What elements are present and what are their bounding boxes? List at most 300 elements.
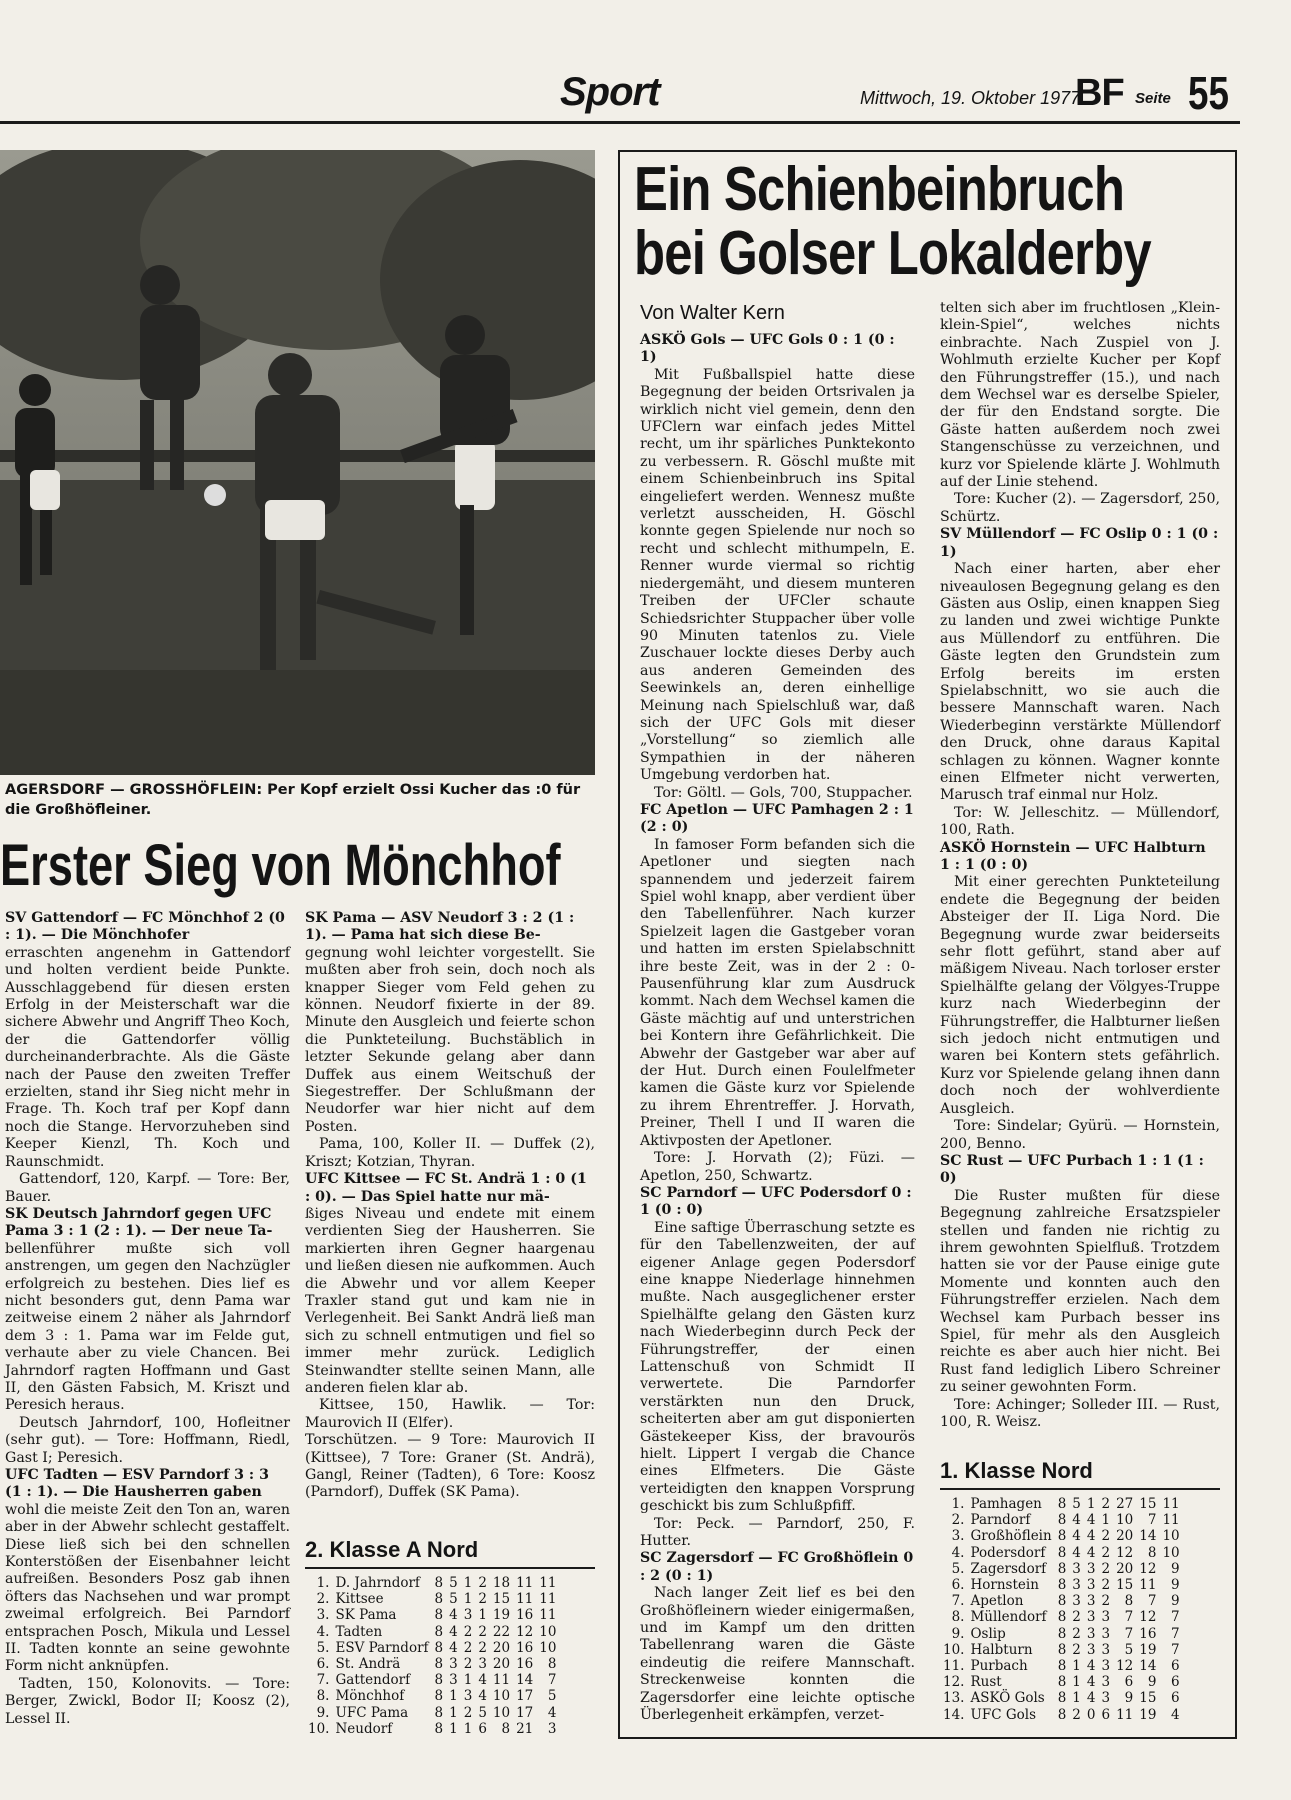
- table-row: [940, 1690, 1183, 1706]
- cell-sp: 8: [434, 1688, 444, 1705]
- cell-pts: 4: [1171, 1706, 1180, 1723]
- header-rule: [0, 121, 1240, 124]
- cell-w: 3: [1072, 1560, 1081, 1577]
- cell-sp: 8: [434, 1720, 444, 1737]
- table-row: [940, 1545, 1183, 1561]
- cell-gf: 10: [1116, 1512, 1134, 1529]
- cell-pts: 9: [1171, 1577, 1180, 1594]
- cell-rank: 8.: [951, 1609, 965, 1626]
- cell-w: 1: [449, 1704, 458, 1721]
- cell-l: 3: [1101, 1690, 1111, 1707]
- table-row: [305, 1672, 559, 1688]
- cell-team: Apetlon: [970, 1593, 1024, 1610]
- cell-gf: 18: [492, 1575, 511, 1591]
- cell-w: 1: [1072, 1690, 1081, 1707]
- table-row: [940, 1642, 1183, 1658]
- cell-gf: 15: [1116, 1577, 1134, 1594]
- main-article-column-2: [940, 300, 1220, 1431]
- cell-sp: 8: [1057, 1641, 1067, 1658]
- paragraph: Tore: Kucher (2). — Zagersdorf, 250, Schürtz.: [940, 491, 1220, 525]
- cell-team: Mönchhof: [335, 1688, 405, 1705]
- table-row: [305, 1656, 559, 1672]
- cell-ga: 14: [1139, 1528, 1157, 1545]
- cell-w: 5: [449, 1591, 458, 1608]
- cell-team: Neudorf: [335, 1720, 393, 1737]
- cell-pts: 5: [547, 1688, 557, 1705]
- cell-l: 5: [478, 1704, 487, 1721]
- cell-gf: 20: [492, 1656, 511, 1673]
- cell-ga: 17: [516, 1704, 534, 1721]
- cell-d: 3: [1086, 1560, 1096, 1577]
- table-row: [305, 1624, 559, 1640]
- cell-sp: 8: [1057, 1625, 1067, 1642]
- table-row: [940, 1609, 1183, 1625]
- cell-ga: 7: [1147, 1593, 1157, 1610]
- cell-ga: 16: [516, 1607, 534, 1624]
- cell-ga: 14: [516, 1672, 534, 1689]
- cell-gf: 19: [492, 1607, 511, 1624]
- cell-ga: 15: [1139, 1496, 1157, 1512]
- cell-rank: 4.: [316, 1623, 330, 1640]
- main-article-column-1: [640, 332, 915, 1725]
- cell-team: Gattendorf: [335, 1672, 411, 1689]
- cell-d: 3: [463, 1607, 473, 1624]
- cell-sp: 8: [1057, 1496, 1067, 1512]
- cell-team: ESV Parndorf: [335, 1639, 429, 1656]
- cell-sp: 8: [434, 1575, 444, 1591]
- cell-w: 4: [449, 1623, 458, 1640]
- cell-sp: 8: [1057, 1609, 1067, 1626]
- cell-ga: 11: [516, 1575, 534, 1591]
- cell-rank: 1.: [316, 1575, 330, 1591]
- paragraph: Die Ruster mußten für diese Begegnung zahlreiche Ersatzspieler stellen und fanden nie richtig zu ihrem gewohnten Spielfluß. Trotzdem hatten sie vor der Pause einige gute Momente und konnten auch den Führungstreffer erzielen. Nach dem Wechsel kam Purbach besser ins Spiel, für mehr als den Ausgleich reichte es aber auch hier nicht. Bei Rust fand lediglich Libero Schreiner zu seiner gewohnten Form.: [940, 1187, 1220, 1396]
- cell-w: 3: [449, 1656, 458, 1673]
- cell-gf: 27: [1116, 1496, 1134, 1512]
- cell-w: 5: [449, 1575, 458, 1591]
- byline: Von Walter Kern: [640, 302, 785, 324]
- paper-logo: BF: [1075, 72, 1124, 114]
- cell-d: 3: [1086, 1609, 1096, 1626]
- cell-rank: 8.: [316, 1688, 330, 1705]
- cell-l: 2: [478, 1591, 487, 1608]
- cell-pts: 9: [1171, 1593, 1180, 1610]
- paragraph: Eine saftige Überraschung setzte es für den Tabellenzweiten, der auf eigener Anlage gegen Podersdorf eine knappe Niederlage hinnehmen mußte. Nach ausgeglichener erster Spielhälfte gelang den Gästen kurz nach Wiederbeginn durch Peck der Führungstreffer, der einen Lattenschuß von Schmidt II verwertete. Die Parndorfer verstärkten nun den Druck, scheiterten aber am gut disponierten Gästekeeper Kiss, der bravourös hielt. Lippert I vergab die Chance eines Elfmeters. Die Gäste verteidigten den knappen Vorsprung geschickt bis zum Schlußpfiff.: [640, 1219, 915, 1515]
- cell-team: SK Pama: [335, 1607, 397, 1624]
- section-title: Sport: [560, 70, 660, 114]
- cell-d: 3: [1086, 1593, 1096, 1610]
- cell-gf: 7: [1124, 1609, 1134, 1626]
- cell-gf: 5: [1124, 1641, 1134, 1658]
- cell-pts: 7: [547, 1672, 557, 1689]
- cell-sp: 8: [434, 1607, 444, 1624]
- cell-sp: 8: [434, 1656, 444, 1673]
- cell-d: 2: [463, 1623, 473, 1640]
- paragraph: gegnung wohl leichter vorgestellt. Sie mußten aber froh sein, doch noch als knapper Sieger vom Feld gehen zu können. Neudorf fixierte in der 89. Minute den Ausgleich und feierte schon die Punkteteilung. Buchstäblich in letzter Sekunde gelang aber dann Duffek aus einem Weitschuß der Siegestreffer. Der Schlußmann der Neudorfer war hier nicht auf dem Posten.: [305, 944, 595, 1135]
- cell-l: 2: [1101, 1577, 1111, 1594]
- cell-team: St. Andrä: [335, 1656, 401, 1673]
- cell-ga: 19: [1139, 1641, 1157, 1658]
- cell-team: Parndorf: [970, 1512, 1031, 1529]
- cell-l: 2: [1101, 1544, 1111, 1561]
- cell-sp: 8: [434, 1704, 444, 1721]
- cell-w: 2: [1072, 1625, 1081, 1642]
- table-rule: [305, 1567, 595, 1569]
- cell-pts: 11: [1162, 1512, 1180, 1529]
- issue-date: Mittwoch, 19. Oktober 1977: [860, 88, 1081, 108]
- cell-team: Zagersdorf: [970, 1560, 1047, 1577]
- cell-gf: 8: [1124, 1593, 1134, 1610]
- table-2-klasse-a-nord: [305, 1537, 595, 1737]
- cell-pts: 8: [547, 1656, 557, 1673]
- cell-team: Kittsee: [335, 1591, 384, 1608]
- cell-gf: 6: [1124, 1674, 1134, 1691]
- cell-pts: 10: [539, 1639, 557, 1656]
- table-row: [940, 1707, 1183, 1723]
- cell-pts: 10: [1162, 1528, 1180, 1545]
- cell-w: 1: [1072, 1658, 1081, 1675]
- cell-gf: 7: [1124, 1625, 1134, 1642]
- match-heading: SV Müllendorf — FC Oslip 0 : 1 (0 : 1): [940, 526, 1219, 560]
- cell-sp: 8: [1057, 1544, 1067, 1561]
- table-row: [305, 1591, 559, 1607]
- table-title: 2. Klasse A Nord: [305, 1537, 479, 1562]
- cell-rank: 7.: [316, 1672, 330, 1689]
- main-article-headline: [634, 155, 1151, 288]
- cell-gf: 11: [492, 1672, 511, 1689]
- table-row: [940, 1561, 1183, 1577]
- cell-team: Halbturn: [970, 1641, 1033, 1658]
- cell-d: 1: [463, 1672, 473, 1689]
- cell-d: 1: [463, 1720, 473, 1737]
- cell-gf: 10: [492, 1688, 511, 1705]
- cell-l: 3: [478, 1656, 487, 1673]
- match-heading: UFC Kittsee — FC St. Andrä 1 : 0 (1 : 0). — Das Spiel hatte nur mä-: [305, 1171, 587, 1205]
- photo-caption: AGERSDORF — GROSSHÖFLEIN: Per Kopf erzielt Ossi Kucher das :0 für die Großhöfleiner.: [5, 782, 581, 818]
- cell-ga: 7: [1147, 1512, 1157, 1529]
- cell-pts: 6: [1171, 1658, 1180, 1675]
- table-row: [305, 1705, 559, 1721]
- table-row: [940, 1626, 1183, 1642]
- cell-w: 5: [1072, 1496, 1081, 1512]
- paragraph: Nach langer Zeit lief es bei den Großhöfleinern wieder einigermaßen, und im Kampf um den dritten Tabellenrang waren die Gäste eindeutig die reifere Mannschaft. Streckenweise konnten die Zagersdorfer eine leichte optische Überlegenheit erkämpfen, verzet-: [640, 1585, 915, 1724]
- paragraph: Tor: W. Jelleschitz. — Müllendorf, 100, Rath.: [940, 804, 1220, 839]
- cell-l: 2: [478, 1575, 487, 1591]
- cell-d: 3: [463, 1688, 473, 1705]
- cell-ga: 16: [516, 1656, 534, 1673]
- table-row: [305, 1607, 559, 1623]
- cell-w: 3: [449, 1672, 458, 1689]
- cell-rank: 5.: [316, 1639, 330, 1656]
- cell-ga: 12: [516, 1623, 534, 1640]
- cell-l: 6: [478, 1720, 487, 1737]
- match-heading: FC Apetlon — UFC Pamhagen 2 : 1 (2 : 0): [640, 801, 914, 836]
- match-photo: [0, 150, 595, 775]
- cell-sp: 8: [434, 1672, 444, 1689]
- cell-sp: 8: [1057, 1690, 1067, 1707]
- headline-line-2: bei Golser Lokalderby: [634, 219, 1151, 288]
- cell-rank: 2.: [316, 1591, 330, 1608]
- cell-sp: 8: [1057, 1674, 1067, 1691]
- cell-ga: 12: [1139, 1609, 1157, 1626]
- cell-rank: 3.: [316, 1607, 330, 1624]
- cell-ga: 17: [516, 1688, 534, 1705]
- table-row: [940, 1512, 1183, 1528]
- cell-w: 2: [1072, 1706, 1081, 1723]
- cell-pts: 6: [1171, 1674, 1180, 1691]
- cell-l: 3: [1101, 1625, 1111, 1642]
- cell-d: 4: [1086, 1690, 1096, 1707]
- paragraph: Pama, 100, Koller II. — Duffek (2), Kriszt; Kotzian, Thyran.: [305, 1136, 595, 1170]
- match-heading: SV Gattendorf — FC Mönchhof 2 (0 : 1). — Die Mönchhofer: [5, 910, 285, 944]
- cell-rank: 11.: [943, 1658, 965, 1675]
- table-row: [940, 1674, 1183, 1690]
- cell-d: 3: [1086, 1641, 1096, 1658]
- cell-l: 2: [1101, 1496, 1111, 1512]
- cell-pts: 7: [1171, 1641, 1180, 1658]
- paragraph: Tore: Achinger; Solleder III. — Rust, 100, R. Weisz.: [940, 1396, 1220, 1430]
- paragraph: ßiges Niveau und endete mit einem verdienten Sieg der Hausherren. Sie markierten ihren Gegner haargenau und ließen diesen nie aufkommen. Auch die Abwehr und vor allem Keeper Traxler stand gut und kam nie in Verlegenheit. Bei Sankt Andrä ließ man sich zu schnell entmutigen und fiel so immer mehr zurück. Lediglich Steinwandter stellte seinen Mann, alle anderen fielen klar ab.: [305, 1205, 595, 1396]
- cell-pts: 3: [547, 1720, 557, 1737]
- cell-team: Müllendorf: [970, 1609, 1047, 1626]
- cell-d: 3: [1086, 1625, 1096, 1642]
- cell-l: 6: [1101, 1706, 1111, 1723]
- cell-gf: 12: [1116, 1658, 1134, 1675]
- cell-w: 2: [1072, 1609, 1081, 1626]
- cell-l: 3: [1101, 1609, 1111, 1626]
- cell-rank: 10.: [308, 1720, 330, 1737]
- cell-l: 2: [1101, 1528, 1111, 1545]
- cell-ga: 9: [1147, 1674, 1157, 1691]
- cell-sp: 8: [1057, 1706, 1067, 1723]
- cell-w: 1: [449, 1720, 458, 1737]
- paragraph: Mit einer gerechten Punkteteilung endete die Begegnung der beiden Absteiger der II. Liga Nord. Die Begegnung wurde zwar beiderseits sehr flott geführt, stand aber auf mäßigem Niveau. Nach torloser erster Spielhälfte gelang der Völgyes-Truppe kurz nach Wiederbeginn der Führungstreffer, die Halbturner ließen sich jedoch nicht entmutigen und waren bei Kontern stets gefährlich. Kurz vor Spielende gelang ihnen dann doch noch der wohlverdiente Ausgleich.: [940, 874, 1220, 1117]
- cell-team: Hornstein: [970, 1577, 1039, 1594]
- cell-d: 1: [1086, 1496, 1096, 1512]
- cell-ga: 14: [1139, 1658, 1157, 1675]
- cell-gf: 20: [492, 1639, 511, 1656]
- standings-table: [305, 1575, 559, 1737]
- cell-d: 4: [1086, 1544, 1096, 1561]
- cell-sp: 8: [1057, 1528, 1067, 1545]
- match-heading: SC Rust — UFC Purbach 1 : 1 (1 : 0): [940, 1152, 1204, 1187]
- cell-rank: 5.: [951, 1560, 965, 1577]
- table-1-klasse-nord: [940, 1458, 1220, 1723]
- cell-team: Podersdorf: [970, 1544, 1046, 1561]
- cell-team: Rust: [970, 1674, 1002, 1691]
- cell-rank: 6.: [951, 1577, 965, 1594]
- paragraph: Mit Fußballspiel hatte diese Begegnung der beiden Ortsrivalen ja wirklich nicht viel gemein, denn den UFClern war einfach jedes Mittel recht, um ihr spärliches Punktekonto zu verbessern. R. Göschl mußte mit einem Schienbeinbruch ins Spital eingeliefert werden. Wennesz mußte verletzt ausscheiden, H. Göschl konnte gegen Spielende nur noch so recht und schlecht mithumpeln, E. Renner wurde viermal so richtig niedergemäht, und diesem munteren Treiben der UFCler schaute Schiedsrichter Stuppacher über volle 90 Minuten tatenlos zu. Viele Zuschauer lockte dieses Derby auch aus anderen Gemeinden des Seewinkels an, deren einhellige Meinung nach Spielschluß war, daß sich der UFC Gols mit dieser „Vorstellung“ so ziemlich alle Sympathien in der näheren Umgebung verdorben hat.: [640, 366, 915, 784]
- cell-gf: 20: [1116, 1528, 1134, 1545]
- cell-pts: 11: [1162, 1496, 1180, 1512]
- cell-team: Großhöflein: [970, 1528, 1052, 1545]
- cell-w: 4: [449, 1639, 458, 1656]
- table-row: [305, 1640, 559, 1656]
- paragraph: Gattendorf, 120, Karpf. — Tore: Ber, Bauer.: [5, 1171, 290, 1205]
- match-heading: SC Zagersdorf — FC Großhöflein 0 : 2 (0 : 1): [640, 1550, 914, 1584]
- cell-gf: 11: [1116, 1706, 1134, 1723]
- headline-line-1: Ein Schienbeinbruch: [634, 155, 1125, 224]
- cell-rank: 14.: [943, 1706, 965, 1723]
- cell-sp: 8: [434, 1623, 444, 1640]
- paragraph: bellenführer mußte sich voll anstrengen, um gegen den Nachzügler erfolgreich zu bestehen. Dies lief es nicht besonders gut, denn Pama war zeitweise einem 2 näher als Jahrndorf dem 3 : 1. Pama war im Felde gut, verhaute aber zu viele Chancen. Bei Jahrndorf ragten Hoffmann und Gast II, den Gästen Fabsich, M. Kriszt und Peresich heraus.: [5, 1240, 290, 1414]
- cell-w: 4: [1072, 1528, 1081, 1545]
- cell-w: 2: [1072, 1641, 1081, 1658]
- cell-d: 2: [463, 1656, 473, 1673]
- cell-gf: 8: [501, 1720, 511, 1737]
- cell-gf: 10: [492, 1704, 511, 1721]
- cell-d: 2: [463, 1639, 473, 1656]
- cell-d: 4: [1086, 1674, 1096, 1691]
- cell-pts: 4: [547, 1704, 557, 1721]
- cell-team: Pamhagen: [970, 1496, 1042, 1512]
- cell-ga: 11: [1139, 1577, 1157, 1594]
- cell-pts: 10: [1162, 1544, 1180, 1561]
- cell-ga: 11: [516, 1591, 534, 1608]
- cell-rank: 7.: [951, 1593, 965, 1610]
- cell-d: 2: [463, 1704, 473, 1721]
- standings-table: [940, 1496, 1183, 1723]
- cell-sp: 8: [434, 1591, 444, 1608]
- cell-team: ASKÖ Gols: [970, 1690, 1045, 1707]
- cell-team: Purbach: [970, 1658, 1028, 1675]
- cell-l: 1: [1101, 1512, 1111, 1529]
- cell-d: 1: [463, 1591, 473, 1608]
- cell-rank: 2.: [951, 1512, 965, 1529]
- cell-l: 2: [1101, 1560, 1111, 1577]
- match-heading: SK Pama — ASV Neudorf 3 : 2 (1 : 1). — Pama hat sich diese Be-: [305, 910, 575, 944]
- cell-sp: 8: [1057, 1593, 1067, 1610]
- page-label: Seite: [1135, 90, 1171, 107]
- table-row: [940, 1593, 1183, 1609]
- cell-w: 3: [1072, 1593, 1081, 1610]
- cell-l: 4: [478, 1672, 487, 1689]
- cell-ga: 12: [1139, 1560, 1157, 1577]
- paragraph: telten sich aber im fruchtlosen „Klein-klein-Spiel“, welches nichts einbrachte. Nach Zuspiel von J. Wohlmuth erzielte Kucher per Kopf den Führungstreffer (15.), und nach dem Wechsel war es derselbe Spieler, der für den Endstand sorgte. Die Gäste hatten außerdem noch zwei Stangenschüsse zu verzeichnen, und kurz vor Spielende klärte J. Wohlmuth auf der Linie stehend.: [940, 300, 1220, 491]
- paragraph: Torschützen. — 9 Tore: Maurovich II (Kittsee), 7 Tore: Graner (St. Andrä), Gangl, Reiner (Tadten), 6 Tore: Koosz (Parndorf), Duffek (SK Pama).: [305, 1432, 595, 1501]
- table-title: 1. Klasse Nord: [940, 1458, 1093, 1483]
- cell-w: 4: [449, 1607, 458, 1624]
- page-number: 55: [1188, 67, 1229, 119]
- cell-pts: 10: [539, 1623, 557, 1640]
- cell-ga: 16: [1139, 1625, 1157, 1642]
- cell-d: 0: [1086, 1706, 1096, 1723]
- cell-l: 3: [1101, 1674, 1111, 1691]
- cell-sp: 8: [1057, 1560, 1067, 1577]
- cell-pts: 7: [1171, 1609, 1180, 1626]
- cell-gf: 20: [1116, 1560, 1134, 1577]
- cell-l: 2: [478, 1639, 487, 1656]
- paragraph: Nach einer harten, aber eher niveaulosen Begegnung gelang es den Gästen aus Oslip, einen knappen Sieg zu landen und zwei wichtige Punkte aus Müllendorf zu entführen. Die Gäste legten den Grundstein zum Erfolg bereits im ersten Spielabschnitt, wo sie auch die bessere Mannschaft waren. Nach Wiederbeginn verstärkte Müllendorf den Druck, ohne daraus Kapital schlagen zu können. Wagner konnte einen Elfmeter nicht verwerten, Marusch traf einmal nur Holz.: [940, 561, 1220, 804]
- left-article-headline: Erster Sieg von Mönchhof: [0, 833, 561, 898]
- match-photo-illustration: [0, 150, 595, 775]
- cell-l: 3: [1101, 1641, 1111, 1658]
- table-row: [940, 1577, 1183, 1593]
- table-row: [305, 1721, 559, 1737]
- left-article-column-2: [305, 910, 595, 1502]
- cell-l: 1: [478, 1607, 487, 1624]
- cell-pts: 11: [539, 1575, 557, 1591]
- cell-w: 1: [1072, 1674, 1081, 1691]
- match-heading: ASKÖ Hornstein — UFC Halbturn 1 : 1 (0 : 0): [940, 839, 1206, 873]
- cell-pts: 11: [539, 1607, 557, 1624]
- paragraph: Tore: Sindelar; Gyürü. — Hornstein, 200, Benno.: [940, 1118, 1220, 1152]
- table-row: [305, 1575, 559, 1591]
- cell-w: 4: [1072, 1512, 1081, 1529]
- match-heading: UFC Tadten — ESV Parndorf 3 : 3 (1 : 1). — Die Hausherren gaben: [5, 1467, 269, 1501]
- table-row: [940, 1658, 1183, 1674]
- cell-pts: 6: [1171, 1690, 1180, 1707]
- cell-team: Oslip: [970, 1625, 1006, 1642]
- cell-ga: 16: [516, 1639, 534, 1656]
- cell-team: Tadten: [335, 1623, 383, 1640]
- cell-rank: 1.: [951, 1496, 965, 1512]
- cell-ga: 8: [1147, 1544, 1157, 1561]
- table-row: [940, 1496, 1183, 1512]
- cell-rank: 9.: [951, 1625, 965, 1642]
- cell-l: 2: [478, 1623, 487, 1640]
- cell-rank: 12.: [943, 1674, 965, 1691]
- paragraph: Kittsee, 150, Hawlik. — Tor: Maurovich II (Elfer).: [305, 1397, 595, 1431]
- cell-ga: 21: [516, 1720, 534, 1737]
- cell-gf: 15: [492, 1591, 511, 1608]
- match-heading: ASKÖ Gols — UFC Gols 0 : 1 (0 : 1): [640, 332, 895, 366]
- cell-team: UFC Gols: [970, 1706, 1037, 1723]
- paragraph: erraschten angenehm in Gattendorf und holten verdient beide Punkte. Ausschlaggebend für diesen ersten Erfolg in der Meisterschaft war die sichere Abwehr und Angriff Theo Koch, der die Gattendorfer völlig durcheinanderbrachte. Als die Gäste nach der Pause den zweiten Treffer erzielten, stand ihr Sieg nicht mehr in Frage. Th. Koch traf per Kopf dann noch die Stange. Hervorzuheben sind Keeper Kienzl, Th. Koch und Raunschmidt.: [5, 944, 290, 1170]
- cell-team: D. Jahrndorf: [335, 1575, 420, 1591]
- cell-w: 1: [449, 1688, 458, 1705]
- cell-sp: 8: [1057, 1512, 1067, 1529]
- cell-d: 4: [1086, 1658, 1096, 1675]
- cell-team: UFC Pama: [335, 1704, 409, 1721]
- cell-ga: 19: [1139, 1706, 1157, 1723]
- cell-d: 3: [1086, 1577, 1096, 1594]
- match-heading: SK Deutsch Jahrndorf gegen UFC Pama 3 : 1 (2 : 1). — Der neue Ta-: [5, 1205, 273, 1240]
- cell-rank: 3.: [951, 1528, 965, 1545]
- cell-pts: 11: [539, 1591, 557, 1608]
- paragraph: Tore: J. Horvath (2); Füzi. — Apetlon, 250, Schwartz.: [640, 1150, 915, 1184]
- paragraph: Tor: Göltl. — Gols, 700, Stuppacher.: [654, 784, 913, 801]
- cell-pts: 9: [1171, 1560, 1180, 1577]
- match-heading: SC Parndorf — UFC Podersdorf 0 : 1 (0 : 0): [640, 1184, 912, 1219]
- cell-d: 1: [463, 1575, 473, 1591]
- cell-rank: 10.: [943, 1641, 965, 1658]
- paragraph: Tadten, 150, Kolonovits. — Tore: Berger, Zwickl, Bodor II; Koosz (2), Lessel II.: [5, 1675, 290, 1727]
- cell-gf: 9: [1124, 1690, 1134, 1707]
- paragraph: In famoser Form befanden sich die Apetloner und siegten nach spannendem und jederzeit fairem Spiel wohl knapp, aber verdient über den Tabellenführer. Nach kurzer Spielzeit lagen die Gastgeber voran und hatten im ersten Spielabschnitt ihre beste Zeit, was in der 2 : 0-Pausenführung klar zum Ausdruck kommt. Nach dem Wechsel kamen die Gäste mächtig auf und unterstrichen bei Kontern ihre Gefährlichkeit. Die Abwehr der Gastgeber war aber auf der Hut. Durch einen Foulelfmeter kamen die Gäste kurz vor Spielende zu ihrem Ehrentreffer. J. Horvath, Preiner, Thell I und II waren die Aktivposten der Apetloner.: [640, 836, 915, 1149]
- cell-d: 4: [1086, 1528, 1096, 1545]
- table-row: [940, 1528, 1183, 1544]
- cell-gf: 22: [492, 1623, 511, 1640]
- paragraph: Deutsch Jahrndorf, 100, Hofleitner (sehr gut). — Tore: Hoffmann, Riedl, Gast I; Peresich.: [5, 1414, 290, 1466]
- table-row: [305, 1688, 559, 1704]
- cell-sp: 8: [1057, 1658, 1067, 1675]
- cell-sp: 8: [434, 1639, 444, 1656]
- cell-gf: 12: [1116, 1544, 1134, 1561]
- cell-l: 3: [1101, 1658, 1111, 1675]
- cell-sp: 8: [1057, 1577, 1067, 1594]
- cell-d: 4: [1086, 1512, 1096, 1529]
- cell-l: 4: [478, 1688, 487, 1705]
- cell-rank: 9.: [316, 1704, 330, 1721]
- cell-rank: 4.: [951, 1544, 965, 1561]
- table-rule: [940, 1488, 1220, 1490]
- paragraph: Tor: Peck. — Parndorf, 250, F. Hutter.: [640, 1515, 915, 1550]
- cell-rank: 13.: [943, 1690, 965, 1707]
- paragraph: wohl die meiste Zeit den Ton an, waren aber in der Abwehr schlecht gestaffelt. Diese ließ sich bei den schnellen Konterstößen der Eisenbahner leicht aufreißen. Besonders Posz gab ihnen öfters das Nachsehen und war prompt zweimal erfolgreich. Bei Parndorf entsprachen Posch, Mikula und Lessel II. Tadten konnte an seine gewohnte Form nicht anknüpfen.: [5, 1501, 290, 1675]
- cell-ga: 15: [1139, 1690, 1157, 1707]
- cell-rank: 6.: [316, 1656, 330, 1673]
- cell-w: 3: [1072, 1577, 1081, 1594]
